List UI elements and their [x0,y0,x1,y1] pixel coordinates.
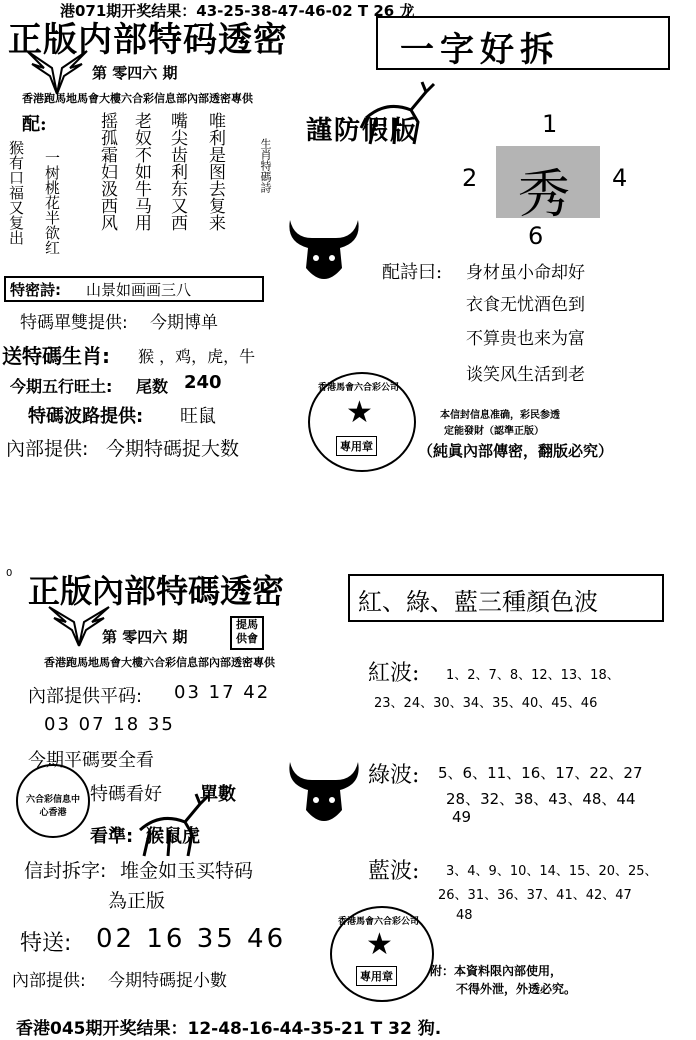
wave-label: 特碼波路提供: [28,406,144,427]
inside-value: 今期特碼捉小數 [108,971,227,991]
single-double-value: 今期博单 [150,313,218,333]
must-watch: 今期平碼要全看 [28,750,154,771]
poem-line: 谈笑风生活到老 [466,365,585,385]
poem-column: 猴有口福又复出 [7,140,25,245]
genuine: 為正版 [108,890,166,912]
footer-result: 香港045期开奖结果：12-48-16-44-35-21 T 32 狗. [16,1019,442,1039]
flat-label: 內部提供平码: [28,686,143,707]
red-values: 1、2、7、8、12、13、18、 [446,668,620,683]
send-zodiac-value: 猴 ，鸡，虎，牛 [138,347,256,366]
stamp-ring: 香港馬會六合彩公司 [318,383,400,393]
zero-mark: 0 [6,568,13,579]
stamp-seal: 專用章 [336,436,377,456]
eagle-logo-icon [22,46,92,96]
appendix: 附：本資料限內部使用， [430,964,563,978]
blue-label: 藍波: [368,859,420,884]
top-title: 正版内部特码透密 [8,20,288,60]
big-char-box [496,146,600,225]
green-values: 49 [452,808,472,826]
wave-title-box [348,574,664,622]
green-values: 5、6、11、16、17、22、27 [438,764,643,782]
top-publisher: 香港跑馬地馬會大樓六合彩信息部內部透密專供 [22,92,253,105]
see-label: 看準: [90,826,134,847]
bull-icon [284,754,364,834]
one-char-title: 一字好拆 [400,30,560,70]
inside-value: 今期特碼捉大数 [106,438,240,460]
header-result: 港071期开奖结果：43-25-38-47-46-02 T 26 龙 [60,2,415,20]
poem-column: 老奴不如牛马用 [131,112,151,231]
num-4: 4 [612,164,628,192]
special-label: 特送: [20,931,72,956]
see-value: 猴鼠虎 [146,826,200,847]
envelope-label: 信封拆字: [24,860,107,882]
small-stamp-text: 六合彩信息中心香港 [25,795,80,818]
small-stamp [16,764,90,838]
envelope-value: 堆金如玉买特码 [120,860,254,882]
num-1: 1 [542,110,558,138]
official-stamp [308,372,416,472]
tema-poem-value: 山景如画画三八 [86,281,192,299]
poem-line: 不算贵也来为富 [466,329,585,349]
blue-values: 48 [456,908,473,923]
bottom-title: 正版內部特碼透密 [28,572,285,610]
appendix2: 不得外泄，外透必究。 [456,982,577,996]
big-char: 秀 [518,165,571,225]
special-value: 02 16 35 46 [96,924,287,954]
inside-label: 內部提供: [12,971,86,991]
top-issue: 第 零四六 期 [92,64,178,82]
five-elements-label: 今期五行旺土: [10,377,113,396]
poem-column: 摇孤霜妇汲西风 [97,112,117,231]
bottom-publisher: 香港跑馬地馬會大樓六合彩信息部內部透密專供 [44,656,275,669]
tail-value: 240 [184,372,222,393]
star-icon: ★ [366,927,393,962]
one-char-box [376,16,670,70]
zodiac-note: 生肖特碼詩 [259,138,272,193]
flat-value2: 03 07 18 35 [44,714,175,735]
num-6: 6 [528,222,544,250]
star-icon: ★ [346,395,373,430]
inside-label: 內部提供: [6,438,89,460]
flat-value: 03 17 42 [174,682,271,703]
poem-line: 衣食无忧酒色到 [466,295,585,315]
notice-line2: 定能發財（認準正版） [444,426,544,437]
poem-column: 一树桃花半欲红 [43,150,61,255]
wave-title: 紅、綠、藍三種顏色波 [358,588,598,616]
beware-fake: 謹防假版 [306,116,419,146]
wave-value: 旺鼠 [180,406,216,427]
tema-poem-label: 特密詩: [10,281,61,299]
num-2: 2 [462,164,478,192]
send-zodiac-label: 送特碼生肖: [2,344,110,368]
single-double-label: 特碼單雙提供: [20,313,128,333]
tema-look-label: 特碼看好 [90,784,162,805]
red-label: 紅波: [368,661,420,686]
poem-say: 配詩曰: [382,262,443,283]
poem-line: 身材虽小命却好 [466,263,585,283]
tema-look-value: 單數 [200,784,236,805]
stamp-seal: 專用章 [356,966,397,986]
pei-label: 配: [22,114,47,135]
provider-badge [230,616,264,650]
red-values: 23、24、30、34、35、40、45、46 [374,696,598,711]
pure-secret: （純眞內部傳密，翻版必究） [418,442,614,460]
blue-values: 3、4、9、10、14、15、20、25、 [446,864,658,879]
green-label: 綠波: [368,763,420,788]
notice-line1: 本信封信息准确，彩民参透 [440,410,560,421]
bottom-issue: 第 零四六 期 [102,628,188,646]
provider-badge-text: 提馬供會 [236,618,258,645]
official-stamp [330,906,434,1002]
poem-column: 唯利是图去复来 [205,112,225,231]
stamp-ring: 香港馬會六合彩公司 [338,917,420,927]
blue-values: 26、31、36、37、41、42、47 [438,888,632,903]
poem-column: 嘴尖齿利东又西 [167,112,187,231]
green-values: 28、32、38、43、48、44 [446,790,636,808]
tema-poem-box [4,276,264,302]
bull-icon [284,212,364,292]
tail-label: 尾数 [136,377,169,396]
